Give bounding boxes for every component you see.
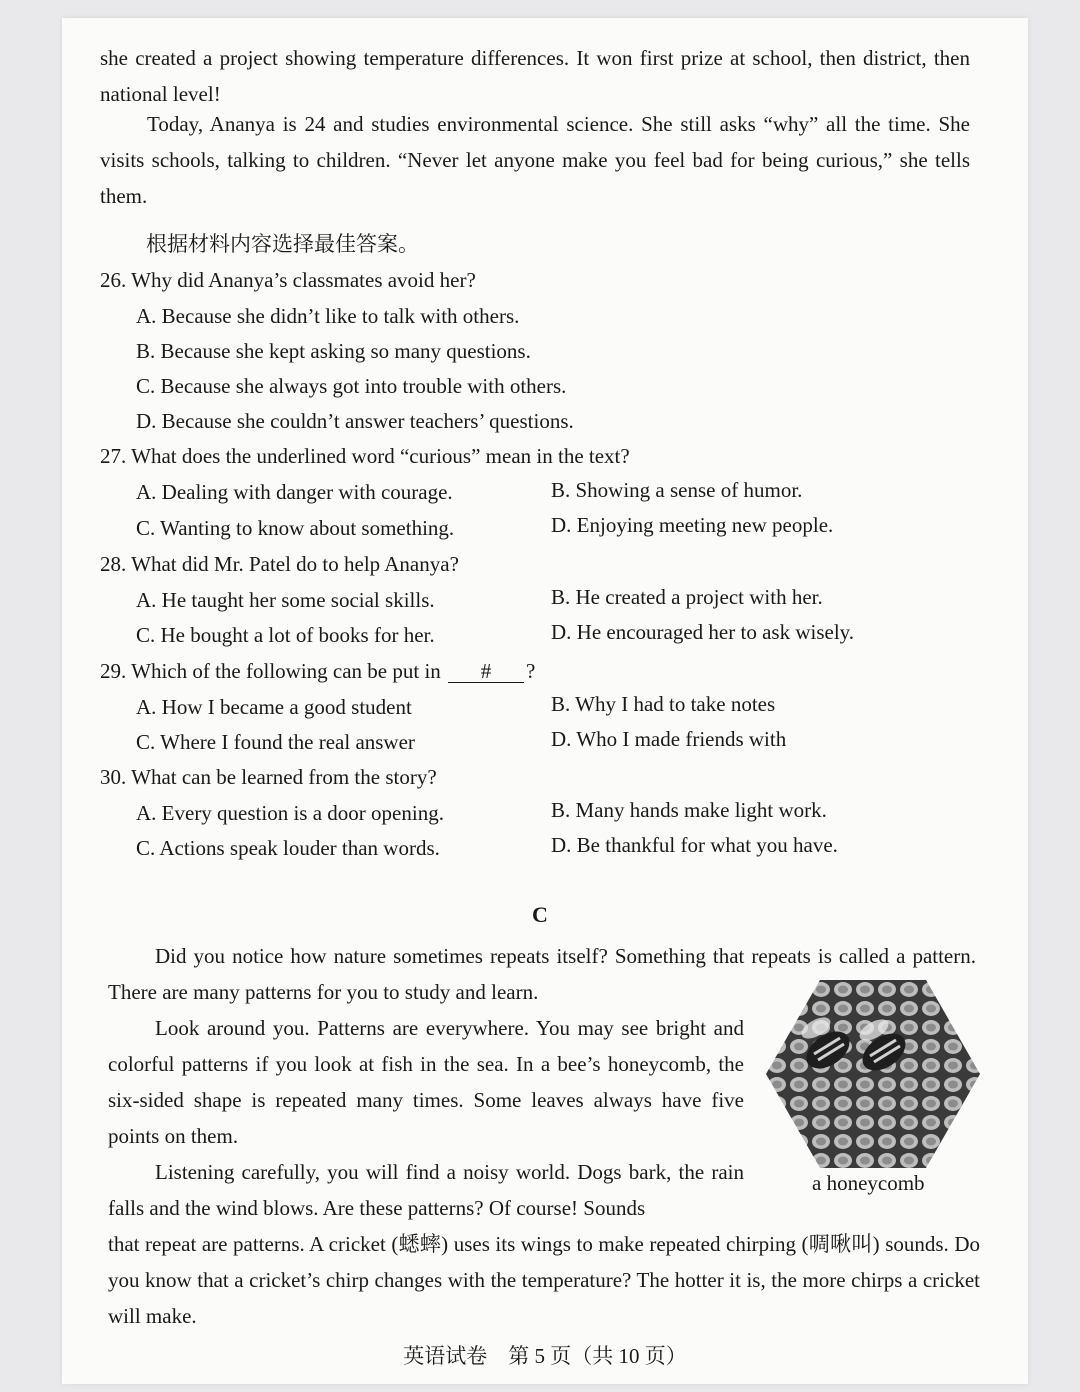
option-28a: A. He taught her some social skills. [136,588,435,612]
option-30b: B. Many hands make light work. [551,798,827,822]
option-30c: C. Actions speak louder than words. [136,836,440,860]
section-c-paragraph-3b: that repeat are patterns. A cricket (蟋蟀) uses its wings to make repeated chirping (啁啾叫) sounds. Do you know that a cricket’s chirp changes with the temperature? The hotter it is, the more chirps a cricket will make. [108,1232,980,1328]
passage-paragraph-1: she created a project showing temperature differences. It won first prize at school, then district, then national level! [100,46,970,106]
option-27d: D. Enjoying meeting new people. [551,513,834,537]
question-26: 26. Why did Ananya’s classmates avoid her? [100,268,476,292]
question-30: 30. What can be learned from the story? [100,765,437,789]
option-30d: D. Be thankful for what you have. [551,833,838,857]
question-29-stem: 29. Which of the following can be put in [100,659,441,683]
passage-paragraph-2: Today, Ananya is 24 and studies environmental science. She still asks “why” all the time. She visits schools, talking to children. “Never let anyone make you feel bad for being curious,” she tells them. [100,112,970,208]
option-26d: D. Because she couldn’t answer teachers’ questions. [136,409,574,433]
option-28b: B. He created a project with her. [551,585,823,609]
option-29c: C. Where I found the real answer [136,730,415,754]
option-26b: B. Because she kept asking so many questions. [136,339,531,363]
option-30a: A. Every question is a door opening. [136,801,444,825]
section-c-paragraph-2: Look around you. Patterns are everywhere. You may see bright and colorful patterns if you look at fish in the sea. In a bee’s honeycomb, the six-sided shape is repeated many times. Some leaves always have five points on them. [108,1016,744,1148]
section-c-paragraph-1: Did you notice how nature sometimes repeats itself? Something that repeats is called a pattern. There are many patterns for you to study and learn. [108,944,976,1004]
honeycomb-image [766,980,980,1168]
option-29b: B. Why I had to take notes [551,692,776,716]
option-26a: A. Because she didn’t like to talk with others. [136,304,520,328]
question-28: 28. What did Mr. Patel do to help Ananya? [100,552,459,576]
option-28d: D. He encouraged her to ask wisely. [551,620,855,644]
exam-page [62,18,1028,1384]
option-26c: C. Because she always got into trouble with others. [136,374,567,398]
option-27b: B. Showing a sense of humor. [551,478,803,502]
question-29 [100,657,535,685]
question-27: 27. What does the underlined word “curious” mean in the text? [100,444,630,468]
image-caption: a honeycomb [812,1171,925,1195]
section-c-heading: C [532,902,548,927]
option-28c: C. He bought a lot of books for her. [136,623,435,647]
option-29a: A. How I became a good student [136,695,412,719]
question-29-end: ? [526,659,536,683]
answer-blank: # [448,660,524,683]
option-27a: A. Dealing with danger with courage. [136,480,453,504]
page-footer: 英语试卷 第 5 页（共 10 页） [403,1344,687,1368]
section-c-paragraph-3a: Listening carefully, you will find a noisy world. Dogs bark, the rain falls and the wind blows. Are these patterns? Of course! Sounds [108,1160,744,1220]
option-27c: C. Wanting to know about something. [136,516,455,540]
option-29d: D. Who I made friends with [551,727,787,751]
instruction-text: 根据材料内容选择最佳答案。 [146,232,419,256]
